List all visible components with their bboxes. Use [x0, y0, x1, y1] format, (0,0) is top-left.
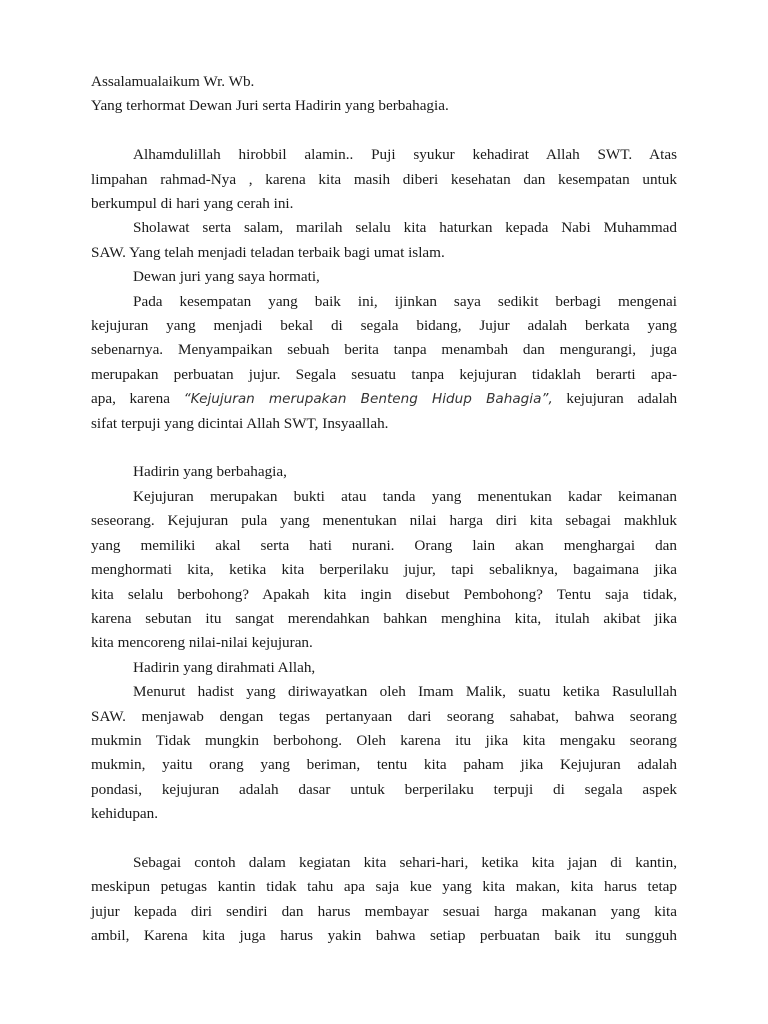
faith-paragraph-line: kita mencoreng nilai-nilai kejujuran.	[91, 634, 313, 652]
address-blessed-line: Hadirin yang dirahmati Allah,	[133, 658, 316, 676]
faith-paragraph-line: kita selalu berbohong? Apakah kita ingin disebut Pembohong? Tentu saja tidak,	[91, 585, 677, 603]
hadith-paragraph-line: kehidupan.	[91, 805, 159, 823]
topic-paragraph-line: sifat terpuji yang dicintai Allah SWT, Insyaallah.	[91, 414, 389, 432]
paragraph-gap	[91, 827, 677, 851]
honesty-quote: “Kejujuran merupakan Benteng Hidup Bahagia”,	[183, 391, 553, 408]
paragraph-gap	[91, 436, 677, 460]
hadith-paragraph-line: Menurut hadist yang diriwayatkan oleh Imam Malik, suatu ketika Rasulullah	[133, 683, 677, 701]
salutation-line: Yang terhormat Dewan Juri serta Hadirin yang berbahagia.	[91, 97, 449, 115]
address-jury-line: Dewan juri yang saya hormati,	[133, 268, 320, 286]
faith-paragraph-line: seseorang. Kejujuran pula yang menentukan nilai harga diri kita sebagai makhluk	[91, 512, 677, 530]
greeting-line: Assalamualaikum Wr. Wb.	[91, 73, 255, 90]
hadith-paragraph-line: mukmin, yaitu orang yang beriman, tentu kita paham jika Kejujuran adalah	[91, 756, 677, 774]
topic-paragraph-line: Pada kesempatan yang baik ini, ijinkan saya sedikit berbagi mengenai	[133, 292, 677, 310]
example-paragraph-line: ambil, Karena kita juga harus yakin bahwa setiap perbuatan baik itu sungguh	[91, 927, 677, 945]
quote-trail-text: kejujuran adalah	[566, 390, 678, 408]
example-paragraph-line: meskipun petugas kantin tidak tahu apa saja kue yang kita makan, kita harus tetap	[91, 878, 677, 896]
opening-paragraph-line: limpahan rahmad-Nya , karena kita masih diberi kesehatan dan kesempatan untuk	[91, 170, 677, 188]
topic-paragraph-line: merupakan perbuatan jujur. Segala sesuatu tanpa kejujuran tidaklah berarti apa-	[91, 365, 677, 383]
document-page	[91, 70, 677, 949]
hadith-paragraph-line: SAW. menjawab dengan tegas pertanyaan dari seorang sahabat, bahwa seorang	[91, 707, 677, 725]
faith-paragraph-line: yang memiliki akal serta hati nurani. Orang lain akan menghargai dan	[91, 536, 677, 554]
hadith-paragraph-line: pondasi, kejujuran adalah dasar untuk berperilaku terpuji di segala aspek	[91, 780, 677, 798]
topic-paragraph-line-quote	[91, 387, 677, 411]
topic-paragraph-line: sebenarnya. Menyampaikan sebuah berita tanpa menambah dan mengurangi, juga	[91, 341, 677, 359]
hadith-paragraph-line: mukmin Tidak mungkin berbohong. Oleh karena itu jika kita mengaku seorang	[91, 731, 677, 749]
faith-paragraph-line: karena sebutan itu sangat merendahkan bahkan menghina kita, itulah akibat jika	[91, 609, 677, 627]
opening-paragraph-line: Alhamdulillah hirobbil alamin.. Puji syukur kehadirat Allah SWT. Atas	[133, 146, 677, 164]
example-paragraph-line: jujur kepada diri sendiri dan harus membayar sesuai harga makanan yang kita	[91, 902, 677, 920]
sholawat-paragraph-line: SAW. Yang telah menjadi teladan terbaik bagi umat islam.	[91, 243, 445, 261]
faith-paragraph-line: menghormati kita, ketika kita berperilaku jujur, tapi sebaliknya, bagaimana jika	[91, 561, 677, 579]
sholawat-paragraph-line: Sholawat serta salam, marilah selalu kita haturkan kepada Nabi Muhammad	[133, 219, 677, 237]
address-audience-line: Hadirin yang berbahagia,	[133, 463, 287, 481]
topic-paragraph-line: kejujuran yang menjadi bekal di segala bidang, Jujur adalah berkata yang	[91, 317, 677, 335]
quote-lead-text: apa, karena	[91, 390, 184, 408]
paragraph-gap	[91, 119, 677, 143]
opening-paragraph-line: berkumpul di hari yang cerah ini.	[91, 195, 294, 213]
faith-paragraph-line: Kejujuran merupakan bukti atau tanda yang menentukan kadar keimanan	[133, 487, 677, 505]
example-paragraph-line: Sebagai contoh dalam kegiatan kita sehari-hari, ketika kita jajan di kantin,	[133, 853, 677, 871]
